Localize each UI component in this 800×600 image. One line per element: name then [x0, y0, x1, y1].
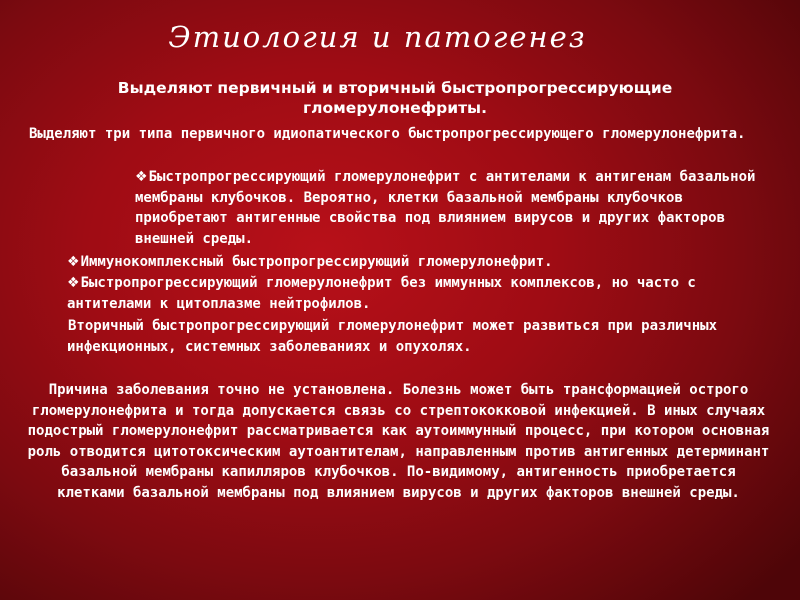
- bullet-item: [135, 167, 775, 249]
- slide-title: Этиология и патогенез: [168, 20, 587, 54]
- bullet-item: [67, 252, 767, 273]
- cause-paragraph: Причина заболевания точно не установлена. Болезнь может быть трансформацией острого гломерулонефрита и тогда допускается связь со стрептококковой инфекцией. В иных случаях подострый гломерулонефрит рассматривается как аутоиммунный процесс, при котором основная роль отводится цитотоксическим аутоантителам, направленным против антигенных детерминант базальной мембраны капилляров клубочков. По-видимому, антигенность приобретается клетками базальной мембраны под влиянием вирусов и других факторов внешней среды.: [27, 382, 770, 501]
- bullet-text: Быстропрогрессирующий гломерулонефрит с антителами к антигенам базальной мембраны клубочков. Вероятно, клетки базальной мембраны клубочков приобретают антигенные свойства под влиянием вирусов и других факторов внешней среды.: [135, 169, 756, 247]
- types-paragraph-text: Выделяют три типа первичного идиопатического быстропрогрессирующего гломерулонефрита.: [29, 126, 746, 142]
- types-paragraph: [28, 124, 768, 145]
- diamond-bullet-icon: ❖: [67, 275, 80, 291]
- diamond-bullet-icon: ❖: [135, 169, 148, 185]
- section-heading: Выделяют первичный и вторичный быстропрогрессирующие гломерулонефриты.: [117, 79, 673, 117]
- bullet-item: [67, 273, 767, 314]
- bullet-text: Быстропрогрессирующий гломерулонефрит без иммунных комплексов, но часто с антителами к цитоплазме нейтрофилов.: [67, 275, 696, 312]
- secondary-paragraph: [67, 316, 767, 357]
- diamond-bullet-icon: ❖: [67, 254, 80, 270]
- secondary-paragraph-text: Вторичный быстропрогрессирующий гломерулонефрит может развиться при различных инфекционных, системных заболеваниях и опухолях.: [67, 318, 718, 355]
- bullet-text: Иммунокомплексный быстропрогрессирующий гломерулонефрит.: [80, 254, 553, 270]
